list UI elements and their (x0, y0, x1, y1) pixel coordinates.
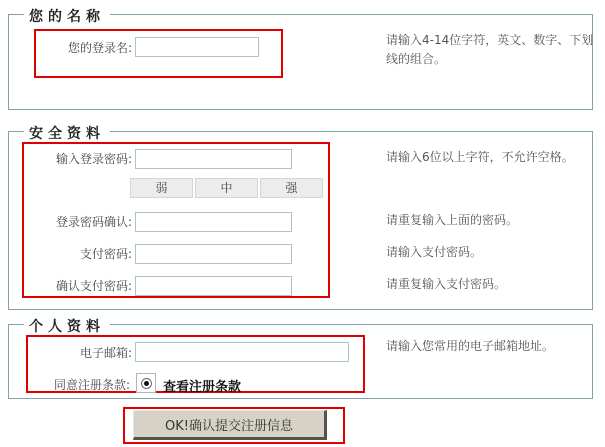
confirm-pay-password-input[interactable] (135, 276, 292, 296)
login-password-hint: 请输入6位以上字符，不允许空格。 (386, 150, 574, 164)
radio-selected-dot-icon (144, 381, 149, 386)
strength-medium-cell: 中 (195, 178, 258, 198)
section-your-name-legend: 您的名称 (24, 6, 110, 26)
submit-registration-button[interactable]: OK!确认提交注册信息 (133, 410, 327, 440)
confirm-login-password-input[interactable] (135, 212, 292, 232)
email-label: 电子邮箱: (79, 346, 132, 360)
pay-password-hint: 请输入支付密码。 (386, 245, 483, 259)
strength-strong-cell: 强 (260, 178, 323, 198)
login-password-input[interactable] (135, 149, 292, 169)
strength-weak-cell: 弱 (130, 178, 193, 198)
login-name-label: 您的登录名: (67, 41, 132, 55)
section-personal-legend: 个人资料 (24, 316, 110, 336)
email-input[interactable] (135, 342, 349, 362)
password-strength-meter (130, 178, 323, 198)
email-hint: 请输入您常用的电子邮箱地址。 (386, 339, 555, 353)
agree-terms-label: 同意注册条款: (53, 378, 130, 392)
login-name-input[interactable] (135, 37, 259, 57)
agree-terms-radio[interactable] (136, 373, 156, 393)
confirm-pay-password-label: 确认支付密码: (55, 279, 132, 293)
view-terms-link[interactable]: 查看注册条款 (163, 380, 242, 395)
confirm-login-password-hint: 请重复输入上面的密码。 (386, 213, 519, 227)
pay-password-input[interactable] (135, 244, 292, 264)
confirm-login-password-label: 登录密码确认: (55, 215, 132, 229)
pay-password-label: 支付密码: (79, 247, 132, 261)
section-security-legend: 安全资料 (24, 123, 110, 143)
radio-circle-icon (141, 378, 152, 389)
confirm-pay-password-hint: 请重复输入支付密码。 (386, 277, 507, 291)
login-password-label: 输入登录密码: (55, 152, 132, 166)
login-name-hint: 请输入4-14位字符，英文、数字、下划线的组合。 (386, 33, 594, 66)
